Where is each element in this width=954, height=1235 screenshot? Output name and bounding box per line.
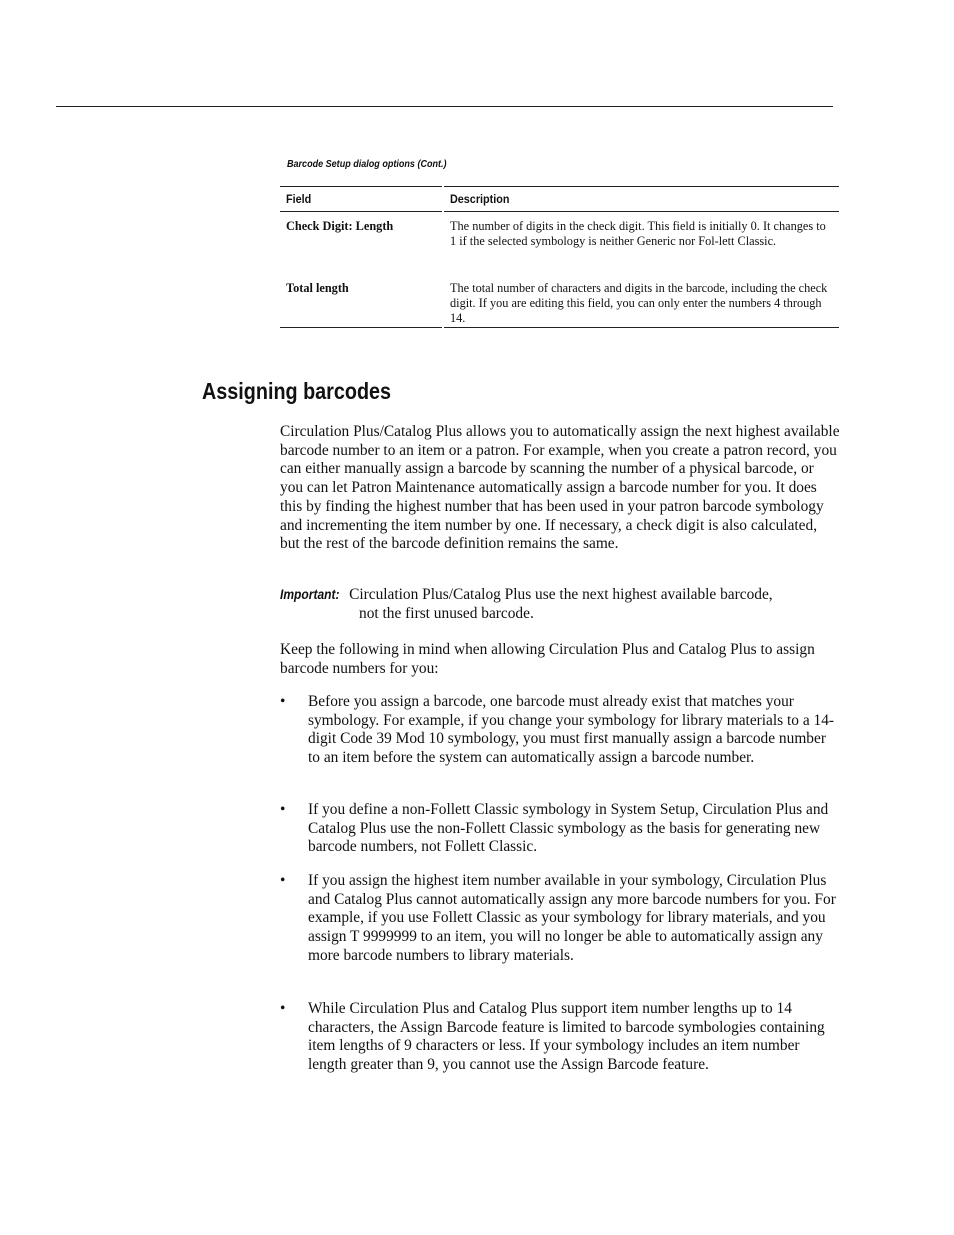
section-heading: Assigning barcodes	[202, 378, 392, 404]
bullet-icon: •	[280, 693, 286, 710]
field-description: The total number of characters and digits in the barcode, including the check digit. If you are editing this field, you can only enter the numbers 4 through 14.	[444, 277, 839, 328]
table-row	[280, 277, 839, 328]
important-text-line2: not the first unused barcode.	[359, 605, 534, 622]
list-item	[280, 872, 840, 966]
field-name: Check Digit: Length	[286, 219, 394, 233]
list-item-text: If you assign the highest item number available in your symbology, Circulation Plus and Catalog Plus cannot automatically assign any more barcode numbers for you. For example, if you use Follett Classic as your symbology for library materials, and you assign T 9999999 to an item, you will no longer be able to automatically assign any more barcode numbers to library materials.	[308, 872, 836, 964]
list-item	[280, 693, 840, 768]
important-text-line1: Circulation Plus/Catalog Plus use the next highest available barcode,	[349, 586, 773, 603]
important-note	[280, 585, 840, 623]
bullet-icon: •	[280, 872, 286, 889]
intro-paragraph: Circulation Plus/Catalog Plus allows you to automatically assign the next highest available barcode number to an item or a patron. For example, when you create a patron record, you can either manually assign a barcode by scanning the number of a physical barcode, or you can let Patron Maintenance automatically assign a barcode number for you. It does this by finding the highest number that has been used in your patron barcode symbology and incrementing the item number by one. If necessary, a check digit is also calculated, but the rest of the barcode definition remains the same.	[280, 423, 840, 553]
list-item	[280, 1000, 840, 1075]
list-item-text: Before you assign a barcode, one barcode must already exist that matches your symbology. For example, if you change your symbology for library materials to a 14-digit Code 39 Mod 10 symbology, you must first manually assign a barcode number to an item before the system can automatically assign a barcode number.	[308, 693, 835, 767]
table-caption: Barcode Setup dialog options (Cont.)	[287, 158, 447, 170]
column-header-description: Description	[444, 186, 839, 212]
list-item	[280, 801, 840, 857]
bullet-icon: •	[280, 1000, 286, 1017]
field-name: Total length	[280, 277, 442, 328]
top-rule	[56, 106, 833, 107]
column-header-field: Field	[280, 186, 442, 212]
important-label: Important:	[280, 586, 340, 602]
field-description: The number of digits in the check digit. This field is initially 0. It changes to 1 if the selected symbology is neither Generic nor Fol-lett Classic.	[450, 219, 826, 248]
bullet-icon: •	[280, 801, 286, 818]
list-item-text: If you define a non-Follett Classic symbology in System Setup, Circulation Plus and Catalog Plus use the non-Follett Classic symbology as the basis for generating new barcode numbers, not Follett Classic.	[308, 801, 829, 856]
list-item-text: While Circulation Plus and Catalog Plus support item number lengths up to 14 characters, the Assign Barcode feature is limited to barcode symbologies containing item lengths of 9 characters or less. If your symbology includes an item number length greater than 9, you cannot use the Assign Barcode feature.	[308, 1000, 825, 1074]
table-row	[280, 212, 839, 277]
table-header-row	[280, 186, 839, 212]
keep-in-mind-paragraph: Keep the following in mind when allowing Circulation Plus and Catalog Plus to assign barcode numbers for you:	[280, 641, 815, 677]
barcode-setup-options-table	[278, 186, 841, 328]
